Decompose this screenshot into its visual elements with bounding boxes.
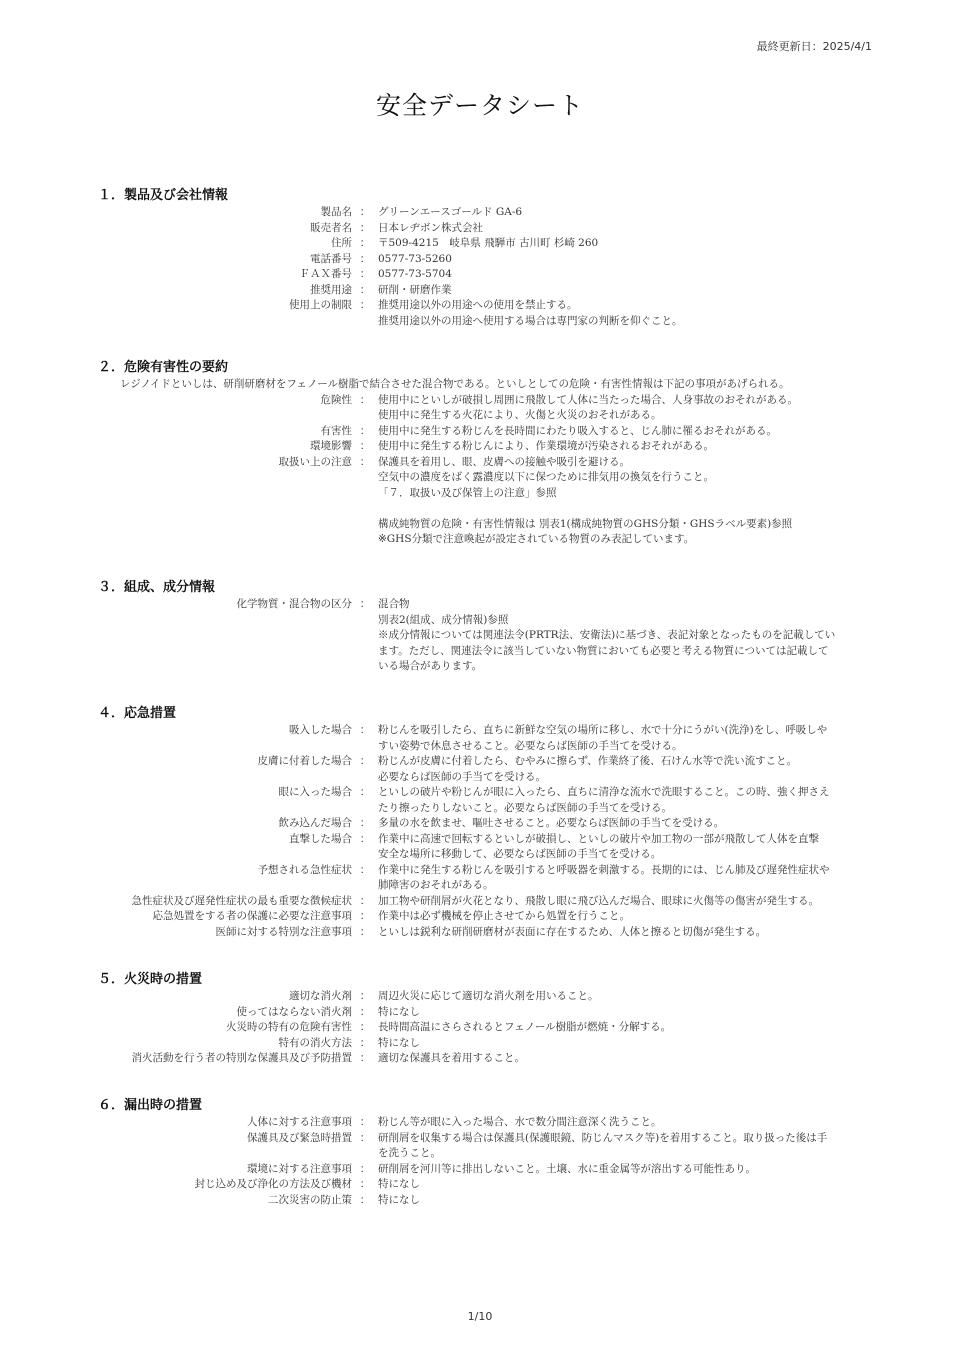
section-fire-fighting [90,968,880,1067]
field-value-line: 使用中に発生する粉じんを長時間にわたり吸入すると、じん肺に罹るおそれがある。 [378,424,777,437]
field-row [90,723,880,754]
field-value-line: ます。ただし、関連法令に該当していない物質においても必要と考える物質については記載して [378,644,829,657]
spacer [90,501,880,517]
field-label: 皮膚に付着した場合 [257,755,352,767]
field-label: 予想される急性症状 [257,863,352,876]
field-value-line: 〒509-4215 岐阜県 飛騨市 古川町 杉崎 260 [378,237,599,249]
field-separator: ： [359,832,371,845]
field-separator: ： [359,221,371,234]
field-value [378,816,880,832]
field-label: 直撃した場合 [289,832,352,845]
field-value [378,863,880,894]
field-value-line: 適切な保護具を着用すること。 [378,1052,525,1064]
field-value-line: 空気中の濃度をばく露濃度以下に保つために排気用の換気を行うこと。 [378,471,714,483]
field-value-line: たり擦ったりしないこと。必要ならば医師の手当てを受ける。 [378,801,672,814]
field-value [378,252,880,268]
field-separator: ： [359,1131,371,1144]
field-separator: ： [359,925,371,938]
field-value-line: 0577-73-5704 [378,268,452,280]
field-separator: ： [359,299,371,311]
field-label: 封じ込め及び浄化の方法及び機材 [194,1178,352,1190]
field-value-line: 0577-73-5260 [378,252,452,265]
section-accidental-release [90,1094,880,1208]
field-row [90,424,880,440]
field-separator: ： [359,1116,371,1128]
field-label: 有害性 [320,424,352,437]
field-label: 化学物質・混合物の区分 [236,598,352,610]
field-label: 使用上の制限 [289,299,352,311]
field-value-line: 使用中にといしが破損し周囲に飛散して人体に当たった場合、人身事故のおそれがある。 [378,393,798,406]
field-row [90,754,880,785]
field-label: 保護具及び緊急時措置 [247,1131,352,1144]
section-product-company [90,184,880,329]
field-value [378,393,880,424]
field-row [90,1115,880,1131]
field-row [90,1020,880,1036]
field-label: 特有の消火方法 [278,1036,352,1049]
field-label: 急性症状及び遅発性症状の最も重要な徴候症状 [131,894,352,907]
field-value-line: 研削屑を収集する場合は保護具(保護眼鏡、防じんマスク等)を着用すること。取り扱った後は手 [378,1131,828,1144]
field-value-line: 作業中に高速で回転するといしが破損し、といしの破片や加工物の一部が飛散して人体を直撃 [378,832,819,845]
field-label: 危険性 [320,393,352,406]
field-value-line: 保護具を着用し、眼、皮膚への接触や吸引を避ける。 [378,455,630,468]
page-number: 1/10 [467,1310,493,1323]
field-separator: ： [359,990,371,1002]
field-value-line: 長時間高温にさらされるとフェノール樹脂が燃焼・分解する。 [378,1021,672,1033]
section-title: ３．組成、成分情報 [98,580,216,595]
field-value-line: 多量の水を飲ませ、嘔吐させること。必要ならば医師の手当てを受ける。 [378,817,725,829]
field-value-line: といしは鋭利な研削研磨材が表面に存在するため、人体と擦ると切傷が発生する。 [378,925,767,938]
field-separator: ： [359,910,371,922]
section-first-aid [90,702,880,940]
field-row [90,283,880,299]
field-row [90,439,880,455]
field-value [378,597,880,675]
field-value [378,236,880,252]
field-separator: ： [359,1162,371,1175]
field-separator: ： [359,755,371,767]
field-row [90,832,880,863]
field-value [378,439,880,455]
field-label: 販売者名 [310,221,352,234]
field-row [90,989,880,1005]
field-label: 人体に対する注意事項 [247,1116,352,1128]
field-row [90,1036,880,1052]
section-title: ２．危険有害性の要約 [98,360,229,375]
field-separator: ： [359,1193,371,1206]
field-label: 環境に対する注意事項 [247,1162,352,1175]
field-value [378,1115,880,1131]
field-value [378,1020,880,1036]
note-label-spacer [90,532,352,548]
field-value-line: 使用中に発生する火花により、火傷と火災のおそれがある。 [378,409,662,421]
field-label: 適切な消火剤 [289,990,352,1002]
note-separator-spacer [352,517,378,533]
field-separator: ： [359,455,371,468]
field-label: 消火活動を行う者の特別な保護具及び予防措置 [131,1052,352,1064]
field-value-line: 安全な場所に移動して、必要ならば医師の手当てを受ける。 [378,848,662,860]
field-value-line: 特になし [378,1005,420,1018]
field-separator: ： [359,1052,371,1064]
document-title: 安全データシート [375,91,584,120]
field-separator: ： [359,252,371,265]
field-value-line: 作業中は必ず機械を停止させてから処置を行うこと。 [378,910,630,922]
field-value-line: 日本レヂボン株式会社 [378,221,483,234]
field-value [378,723,880,754]
field-row [90,1005,880,1021]
field-separator: ： [359,424,371,437]
field-row [90,785,880,816]
field-label: 住所 [331,237,352,249]
field-row [90,455,880,502]
field-value-line: 粉じんを吸引したら、直ちに新鮮な空気の場所に移し、水で十分にうがい(洗浄)をし、呼吸しや [378,724,828,736]
field-value [378,283,880,299]
field-label: 医師に対する特別な注意事項 [215,925,352,938]
section-title: ５．火災時の措置 [98,972,203,987]
field-value [378,267,880,283]
field-value-line: といしの破片や粉じんが眼に入ったら、直ちに清浄な流水で洗眼すること。この時、強く押さえ [378,786,830,798]
field-label: 電話番号 [310,252,352,265]
field-value-line: ※成分情報については関連法令(PRTR法、安衛法)に基づき、表記対象となったものを記載してい [378,629,836,641]
field-value-line: 使用中に発生する粉じんにより、作業環境が汚染されるおそれがある。 [378,440,714,452]
field-label: 飲み込んだ場合 [278,817,352,829]
field-value-line: 推奨用途以外の用途への使用を禁止する。 [378,299,578,311]
field-row [90,1177,880,1193]
field-value-line: 特になし [378,1193,420,1206]
field-value [378,205,880,221]
field-value [378,894,880,910]
field-label: 火災時の特有の危険有害性 [226,1021,352,1033]
field-row [90,393,880,424]
field-value-line: グリーンエースゴールド GA-6 [378,206,523,218]
field-label: 製品名 [320,206,352,218]
field-separator: ： [359,598,371,610]
field-row [90,925,880,941]
field-separator: ： [359,863,371,876]
section-title: １．製品及び会社情報 [98,188,229,203]
note-line: 構成純物質の危険・有害性情報は 別表1(構成純物質のGHS分類・GHSラベル要素)参照 [378,517,793,530]
field-value-line: 研削・研磨作業 [378,283,452,296]
section-intro: レジノイドといしは、研削研磨材をフェノール樹脂で結合させた混合物である。といしとしての危険・有害性情報は下記の事項があげられる。 [120,378,790,390]
field-value-line: 別表2(組成、成分情報)参照 [378,613,509,626]
note-row [90,532,880,548]
field-row [90,863,880,894]
field-value [378,298,880,329]
field-value [378,785,880,816]
field-row [90,816,880,832]
note-text [378,517,880,533]
note-separator-spacer [352,532,378,548]
field-separator: ： [359,724,371,736]
field-value [378,1177,880,1193]
field-row [90,909,880,925]
field-label: 推奨用途 [310,283,352,296]
field-separator: ： [359,1021,371,1033]
field-value-line: を洗うこと。 [378,1147,441,1159]
field-value-line: 作業中に発生する粉じんを吸引すると呼吸器を刺激する。長期的には、じん肺及び遅発性症状や [378,863,830,876]
field-value-line: 混合物 [378,598,410,610]
field-separator: ： [359,786,371,798]
section-title: ４．応急措置 [98,706,177,721]
field-value-line: 推奨用途以外の用途へ使用する場合は専門家の判断を仰ぐこと。 [378,314,683,327]
field-label: 応急処置をする者の保護に必要な注意事項 [152,910,352,922]
field-label: ＦＡＸ番号 [299,268,352,280]
field-separator: ： [359,283,371,296]
note-row [90,517,880,533]
field-value-line: 粉じんが皮膚に付着したら、むやみに擦らず、作業終了後、石けん水等で洗い流すこと。 [378,755,798,767]
field-label: 二次災害の防止策 [268,1193,352,1206]
field-value-line: 加工物や研削屑が火花となり、飛散し眼に飛び込んだ場合、眼球に火傷等の傷害が発生する。 [378,894,819,907]
field-value [378,455,880,502]
field-row [90,205,880,221]
field-value-line: 研削屑を河川等に排出しないこと。土壌、水に重金属等が溶出する可能性あり。 [378,1162,756,1175]
section-title: ６．漏出時の措置 [98,1098,203,1113]
field-separator: ： [359,237,371,249]
field-separator: ： [359,268,371,280]
section-composition [90,576,880,675]
field-row [90,894,880,910]
field-label: 使ってはならない消火剤 [236,1005,352,1018]
field-row [90,1051,880,1067]
field-separator: ： [359,393,371,406]
field-row [90,1162,880,1178]
field-value [378,1005,880,1021]
field-label: 眼に入った場合 [278,786,352,798]
field-value [378,909,880,925]
field-value-line: 粉じん等が眼に入った場合、水で数分間注意深く洗うこと。 [378,1116,662,1128]
field-value-line: 必要ならば医師の手当てを受ける。 [378,770,546,783]
field-row [90,1131,880,1162]
field-row [90,298,880,329]
note-line: ※GHS分類で注意喚起が設定されている物質のみ表記しています。 [378,533,695,545]
field-separator: ： [359,440,371,452]
field-value-line: すい姿勢で休息させること。必要ならば医師の手当てを受ける。 [378,739,683,752]
field-value [378,1051,880,1067]
field-value-line: いる場合があります。 [378,660,483,672]
field-separator: ： [359,817,371,829]
field-value [378,989,880,1005]
note-text [378,532,880,548]
field-separator: ： [359,894,371,907]
field-value-line: 周辺火災に応じて適切な消火剤を用いること。 [378,990,599,1002]
field-row [90,1193,880,1209]
last-updated-date: 最終更新日：2025/4/1 [756,40,872,53]
field-value-line: 特になし [378,1036,420,1049]
field-value [378,754,880,785]
field-label: 環境影響 [310,440,352,452]
field-separator: ： [359,1005,371,1018]
field-separator: ： [359,1036,371,1049]
field-row [90,267,880,283]
field-row [90,252,880,268]
field-value [378,832,880,863]
field-separator: ： [359,1178,371,1190]
note-label-spacer [90,517,352,533]
field-value [378,1131,880,1162]
field-label: 吸入した場合 [289,724,352,736]
field-separator: ： [359,206,371,218]
field-label: 取扱い上の注意 [278,455,352,468]
field-value [378,1193,880,1209]
field-value [378,424,880,440]
field-row [90,221,880,237]
field-value [378,221,880,237]
field-value [378,1036,880,1052]
field-value [378,925,880,941]
field-row [90,597,880,675]
field-value-line: 特になし [378,1178,420,1190]
field-row [90,236,880,252]
field-value-line: 「７．取扱い及び保管上の注意」参照 [378,486,557,499]
field-value [378,1162,880,1178]
section-hazards [90,356,880,548]
field-value-line: 肺障害のおそれがある。 [378,879,494,891]
